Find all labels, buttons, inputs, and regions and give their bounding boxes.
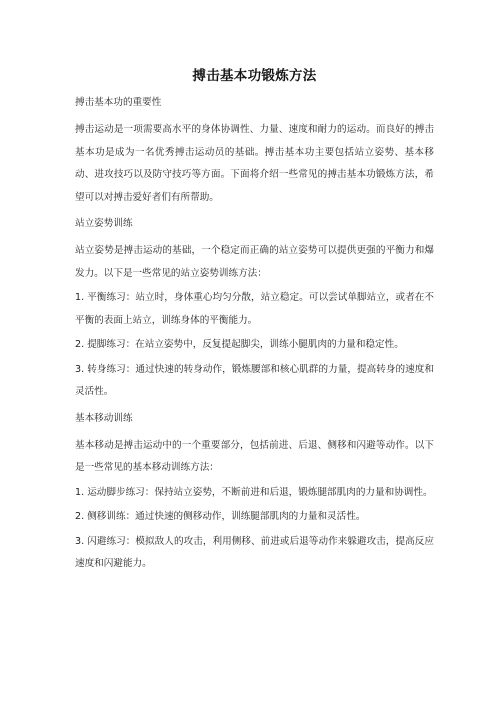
section-paragraph: 站立姿势是搏击运动的基础，一个稳定而正确的站立姿势可以提供更强的平衡力和爆发力。以下是一些常见的站立姿势训练方法：: [75, 245, 434, 279]
section-heading: 基本移动训练: [75, 412, 133, 424]
section-paragraph: 搏击运动是一项需要高水平的身体协调性、力量、速度和耐力的运动。而良好的搏击基本功是成为一名优秀搏击运动员的基础。搏击基本功主要包括站立姿势、基本移动、进攻技巧以及防守技巧等方面。下面将介绍一些常见的搏击基本功锻炼方法，希望可以对搏击爱好者们有所帮助。: [75, 124, 434, 203]
section-heading: 搏击基本功的重要性: [75, 97, 162, 108]
document-title: 搏击基本功锻炼方法: [192, 68, 317, 84]
section-importance: [75, 96, 434, 209]
section-heading: 站立姿势训练: [75, 218, 133, 229]
list-item: 2. 侧移训练：通过快速的侧移动作，训练腿部肌肉的力量和灵活性。: [75, 511, 366, 522]
list-item: 2. 提脚练习：在站立姿势中，反复提起脚尖，训练小腿肌肉的力量和稳定性。: [75, 339, 404, 350]
section-paragraph: 基本移动是搏击运动中的一个重要部分，包括前进、后退、侧移和闪避等动作。以下是一些常见的基本移动训练方法：: [75, 439, 434, 473]
section-movement: [75, 412, 434, 576]
list-item: 3. 闪避练习：模拟敌人的攻击，利用侧移、前进或后退等动作来躲避攻击，提高反应速度和闪避能力。: [75, 535, 434, 569]
list-item: 3. 转身练习：通过快速的转身动作，锻炼腰部和核心肌群的力量，提高转身的速度和灵活性。: [75, 363, 434, 397]
list-item: 1. 平衡练习：站立时，身体重心均匀分散，站立稳定。可以尝试单脚站立，或者在不平衡的表面上站立，训练身体的平衡能力。: [75, 292, 434, 326]
list-item: 1. 运动脚步练习：保持站立姿势，不断前进和后退，锻炼腿部肌肉的力量和协调性。: [75, 486, 433, 498]
section-stance: [75, 217, 434, 404]
